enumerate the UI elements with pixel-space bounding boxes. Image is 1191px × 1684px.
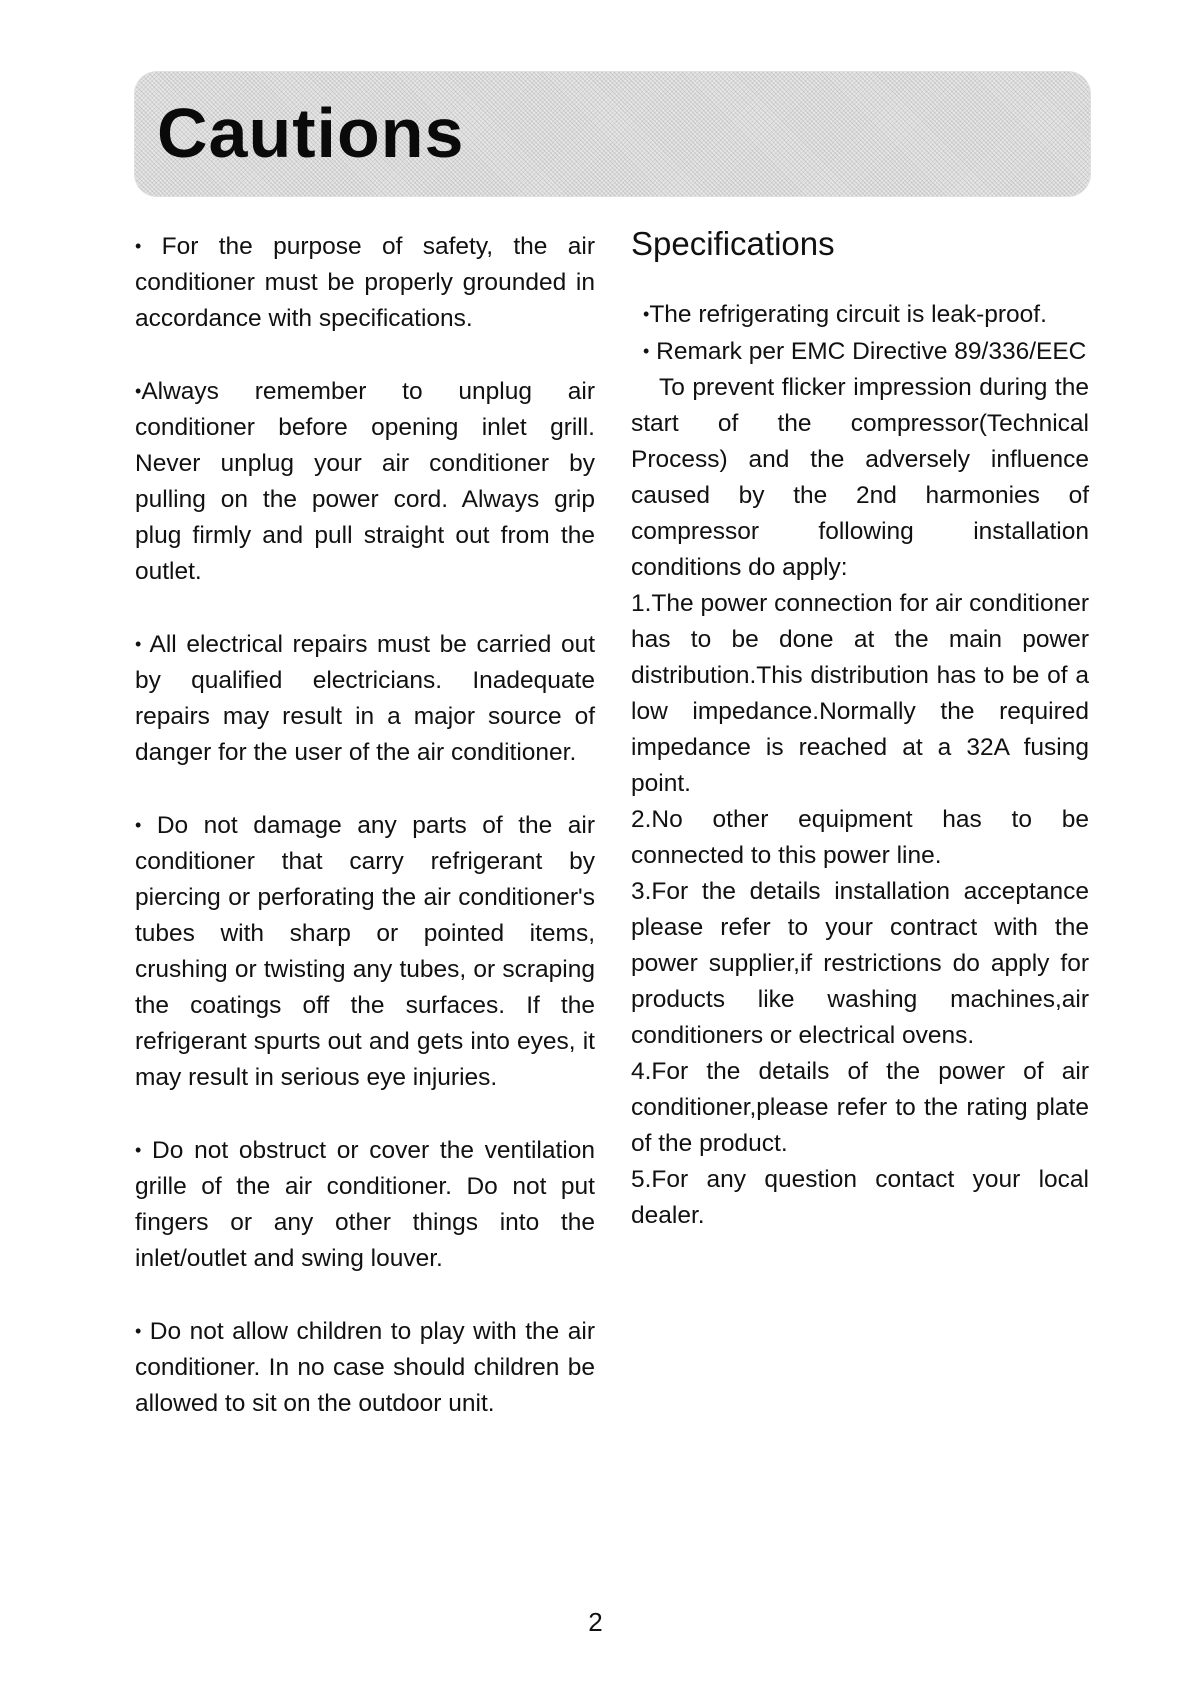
caution-item <box>135 626 595 771</box>
specifications-column <box>631 222 1089 1234</box>
caution-item <box>135 228 595 337</box>
title-banner <box>135 72 1090 196</box>
caution-item <box>135 1313 595 1422</box>
caution-text: Always remember to unplug air conditioner before opening inlet grill. Never unplug your air conditioner by pulling on the power cord. Always grip plug firmly and pull straight out from the outlet. <box>135 378 595 585</box>
bullet-icon: • <box>135 236 142 256</box>
caution-item <box>135 807 595 1096</box>
spec-bullet-text: The refrigerating circuit is leak-proof. <box>649 301 1047 328</box>
spec-list-item: 1.The power connection for air conditioner has to be done at the main power distribution.This distribution has to be of a low impedance.Normally the required impedance is reached at a 32A fusing point. <box>631 590 1089 797</box>
specifications-heading: Specifications <box>631 225 835 262</box>
spec-list-item: 4.For the details of the power of air conditioner,please refer to the rating plate of the product. <box>631 1058 1089 1157</box>
page-title: Cautions <box>157 94 465 172</box>
caution-item <box>135 373 595 590</box>
spec-bullet-item <box>631 296 1089 333</box>
spec-list-item: 2.No other equipment has to be connected to this power line. <box>631 806 1089 869</box>
caution-text: Do not obstruct or cover the ventilation grille of the air conditioner. Do not put fingers or any other things into the inlet/outlet and swing louver. <box>135 1137 595 1272</box>
bullet-icon: • <box>643 304 650 324</box>
caution-text: For the purpose of safety, the air conditioner must be properly grounded in accordance with specifications. <box>135 233 595 332</box>
caution-text: Do not allow children to play with the air conditioner. In no case should children be allowed to sit on the outdoor unit. <box>135 1318 595 1417</box>
cautions-column <box>135 228 595 1458</box>
bullet-icon: • <box>135 1321 142 1341</box>
caution-item <box>135 1132 595 1277</box>
spec-list-item: 5.For any question contact your local dealer. <box>631 1166 1089 1229</box>
spec-bullet-item <box>631 333 1089 370</box>
bullet-icon: • <box>135 634 142 654</box>
bullet-icon: • <box>135 1140 142 1160</box>
spec-intro: To prevent flicker impression during the start of the compressor(Technical Process) and the adversely influence caused by the 2nd harmonies of compressor following installation conditions do apply: <box>631 374 1089 581</box>
bullet-icon: • <box>643 341 650 361</box>
spec-bullet-text: Remark per EMC Directive 89/336/EEC <box>649 338 1087 365</box>
bullet-icon: • <box>135 815 142 835</box>
spec-list-item: 3.For the details installation acceptance please refer to your contract with the power supplier,if restrictions do apply for products like washing machines,air conditioners or electrical ovens. <box>631 878 1089 1049</box>
bullet-icon: • <box>135 381 142 401</box>
caution-text: Do not damage any parts of the air conditioner that carry refrigerant by piercing or perforating the air conditioner's tubes with sharp or pointed items, crushing or twisting any tubes, or scraping the coatings off the surfaces. If the refrigerant spurts out and gets into eyes, it may result in serious eye injuries. <box>135 812 595 1091</box>
caution-text: All electrical repairs must be carried out by qualified electricians. Inadequate repairs may result in a major source of danger for the user of the air conditioner. <box>135 631 595 766</box>
page-number: 2 <box>588 1607 603 1637</box>
